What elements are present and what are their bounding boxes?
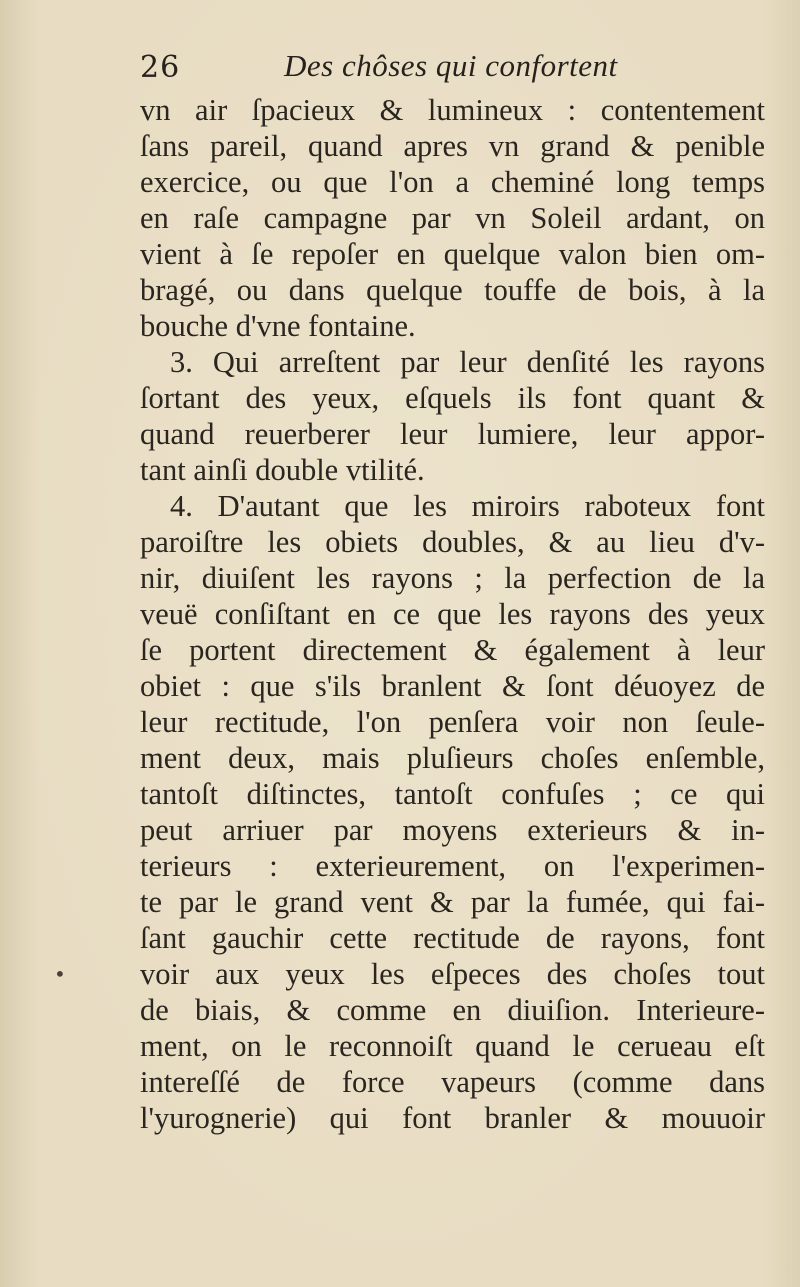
text-line: ſe portent directement & également à leur	[140, 633, 765, 667]
text-line: te par le grand vent & par la fumée, qui fai-	[140, 885, 765, 919]
text-line: bragé, ou dans quelque touffe de bois, à la	[140, 273, 765, 307]
text-line: tantoſt diſtinctes, tantoſt confuſes ; ce qui	[140, 777, 765, 811]
text-line: nir, diuiſent les rayons ; la perfection de la	[140, 561, 765, 595]
text-line: paroiſtre les obiets doubles, & au lieu d'v-	[140, 525, 765, 559]
text-line: voir aux yeux les eſpeces des choſes tout	[140, 957, 765, 991]
text-line: intereſſé de force vapeurs (comme dans	[140, 1065, 765, 1099]
text-line: peut arriuer par moyens exterieurs & in-	[140, 813, 765, 847]
text-line: veuë conſiſtant en ce que les rayons des yeux	[140, 597, 765, 631]
text-line: de biais, & comme en diuiſion. Interieure-	[140, 993, 765, 1027]
text-line: en raſe campagne par vn Soleil ardant, on	[140, 201, 765, 235]
text-line: tant ainſi double vtilité.	[140, 453, 425, 487]
text-line: bouche d'vne fontaine.	[140, 309, 416, 343]
text-line: ſans pareil, quand apres vn grand & penible	[140, 129, 765, 163]
text-line: terieurs : exterieurement, on l'experimen-	[140, 849, 765, 883]
text-line: ment, on le reconnoiſt quand le cerueau eſt	[140, 1029, 765, 1063]
text-line: ment deux, mais pluſieurs choſes enſemble,	[140, 741, 765, 775]
text-line: quand reuerberer leur lumiere, leur appor-	[140, 417, 765, 451]
text-line: l'yurognerie) qui font branler & mouuoir	[140, 1101, 765, 1135]
page-header	[140, 44, 760, 88]
body-text	[140, 92, 765, 1136]
text-line: exercice, ou que l'on a cheminé long temps	[140, 165, 765, 199]
text-line: vn air ſpacieux & lumineux : contentement	[140, 93, 765, 127]
page-number: 26	[140, 50, 181, 85]
text-line: leur rectitude, l'on penſera voir non ſeule-	[140, 705, 765, 739]
text-line: ſant gauchir cette rectitude de rayons, font	[140, 921, 765, 955]
text-line: ſortant des yeux, eſquels ils font quant &	[140, 381, 765, 415]
paragraph-4-start: 4. D'autant que les miroirs raboteux font	[170, 489, 765, 523]
paragraph-3-start: 3. Qui arreſtent par leur denſité les rayons	[170, 345, 765, 379]
margin-mark: •	[54, 962, 66, 986]
text-line: obiet : que s'ils branlent & ſont déuoyez de	[140, 669, 765, 703]
running-head: Des chôses qui confortent	[284, 48, 618, 83]
text-line: vient à ſe repoſer en quelque valon bien om-	[140, 237, 765, 271]
